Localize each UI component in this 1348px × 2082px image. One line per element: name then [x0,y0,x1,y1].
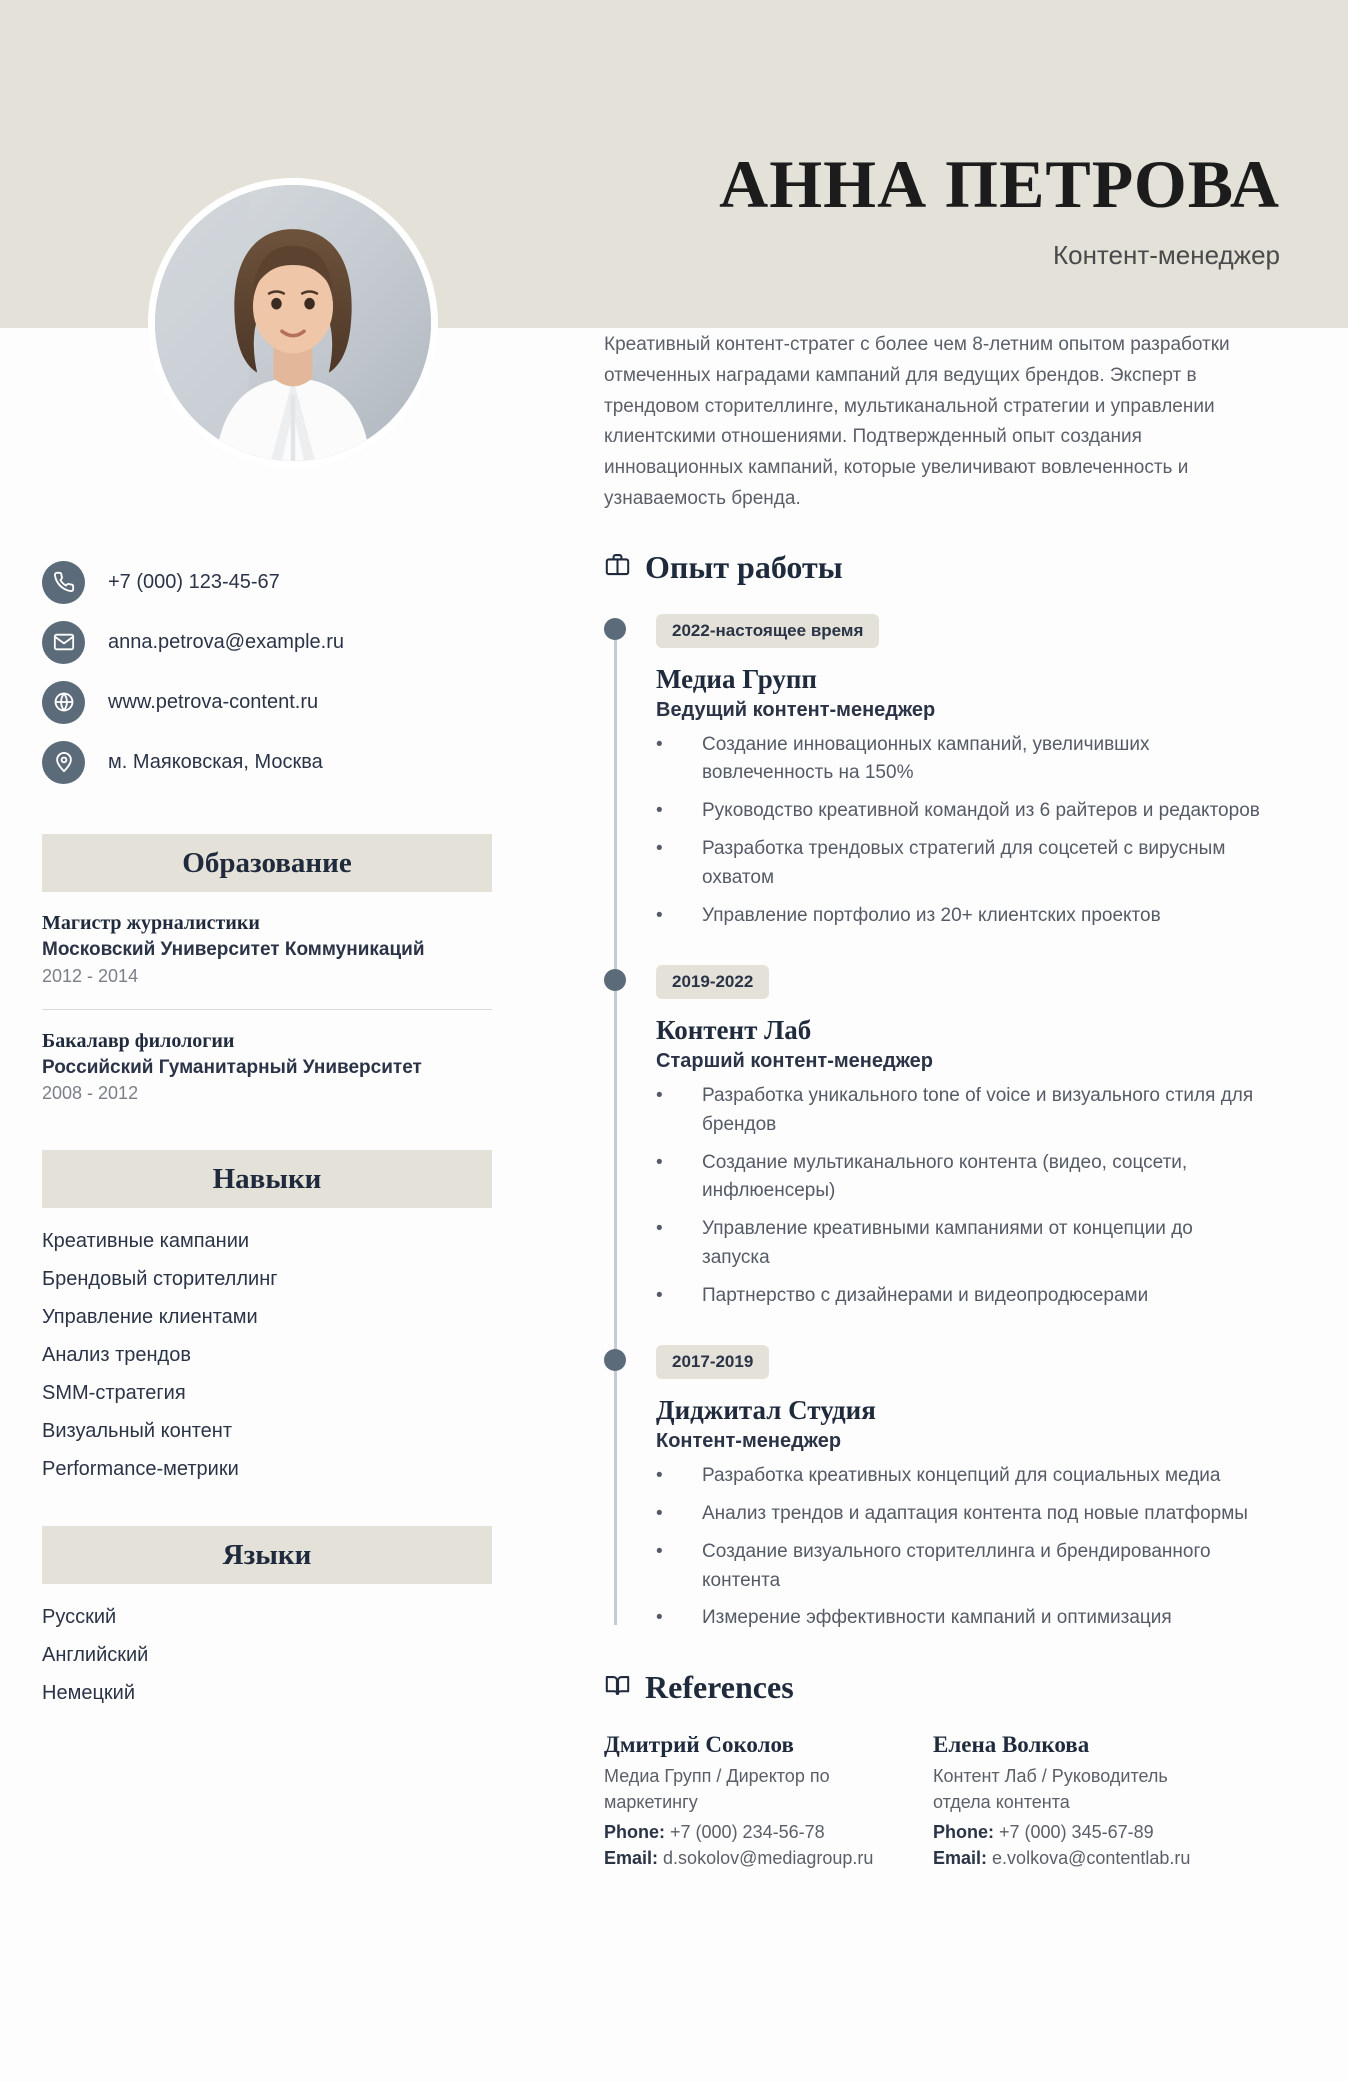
education-school: Московский Университет Коммуникаций [42,939,425,960]
bullet-dot-icon: • [656,1540,663,1562]
bullet-text: Руководство креативной командой из 6 райтеров и редакторов [702,800,1260,822]
spacer [42,1488,492,1526]
bullet-dot-icon: • [656,1607,663,1629]
contact-item-phone[interactable] [42,552,492,612]
list-item: SMM-стратегия [42,1382,186,1405]
references-grid [604,1732,1264,1870]
sidebar [42,552,492,1712]
bullet-text: Управление креативными кампаниями от концепции до запуска [702,1218,1193,1269]
reference-email-value: e.volkova@contentlab.ru [992,1847,1191,1868]
bullet-text: Создание инновационных кампаний, увеличивших вовлеченность на 150% [702,733,1150,784]
list-item [656,1538,1264,1596]
list-item: Performance-метрики [42,1458,239,1481]
experience-role: Старший контент-менеджер [656,1049,933,1072]
reference-phone [604,1819,899,1845]
email-label: Email: [933,1847,988,1868]
main-content [604,330,1264,1871]
skills-section [42,1150,492,1488]
avatar-illustration [155,185,431,461]
experience-company: Медиа Групп [656,663,817,694]
experience-title: Опыт работы [645,548,843,585]
experience-role: Контент-менеджер [656,1429,842,1452]
bullet-text: Анализ трендов и адаптация контента под новые платформы [702,1502,1248,1524]
open-book-icon [604,1672,631,1704]
list-item [656,1500,1264,1529]
reference-phone-value: +7 (000) 345-67-89 [999,1821,1154,1842]
list-item: Визуальный контент [42,1420,232,1443]
education-years: 2012 - 2014 [42,965,139,986]
list-item [656,1462,1264,1491]
list-item: Управление клиентами [42,1306,258,1329]
education-degree: Бакалавр филологии [42,1029,235,1052]
contact-item-email[interactable] [42,612,492,672]
bullet-dot-icon: • [656,1084,663,1106]
list-item: Английский [42,1644,149,1667]
education-entry [42,1009,492,1113]
education-school: Российский Гуманитарный Университет [42,1056,422,1078]
bullet-dot-icon: • [656,1502,663,1524]
languages-list [42,1598,492,1712]
list-item [656,1149,1264,1207]
reference-name: Дмитрий Соколов [604,1732,794,1758]
list-item [656,1082,1264,1140]
references-section-header [604,1669,1264,1706]
experience-entry [656,1345,1264,1639]
header-text [540,146,1280,271]
bullet-dot-icon: • [656,733,663,755]
list-item: Немецкий [42,1682,135,1705]
education-section-header [42,834,492,892]
status-badge: 2019-2022 [656,965,769,999]
list-item: Анализ трендов [42,1344,191,1367]
bullet-dot-icon: • [656,1464,663,1486]
education-section [42,834,492,1112]
list-item: Креативные кампании [42,1230,250,1253]
globe-icon [42,681,85,724]
education-degree: Магистр журналистики [42,912,260,934]
reference-email-value: d.sokolov@mediagroup.ru [663,1847,874,1868]
languages-section [42,1526,492,1712]
briefcase-icon [604,551,631,583]
envelope-icon [42,621,85,664]
bullet-dot-icon: • [656,1218,663,1240]
experience-company: Диджитал Студия [656,1394,876,1425]
contact-item-website[interactable] [42,672,492,732]
reference-phone [933,1819,1228,1845]
timeline-dot-icon [604,1349,626,1371]
location-pin-icon [42,741,85,784]
reference-email [933,1845,1228,1871]
list-item [656,731,1264,789]
contact-list [42,552,492,792]
bullet-text: Измерение эффективности кампаний и оптимизация [702,1607,1172,1629]
phone-label: Phone: [604,1821,665,1842]
experience-bullets [656,1082,1264,1311]
bullet-text: Создание мультиканального контента (видео, соцсети, инфлюенсеры) [702,1151,1188,1202]
experience-bullets [656,1462,1264,1633]
bullet-text: Разработка уникального tone of voice и визуального стиля для брендов [702,1084,1254,1135]
reference-name: Елена Волкова [933,1732,1090,1758]
timeline-dot-icon [604,969,626,991]
skills-title: Навыки [212,1162,322,1195]
timeline-dot-icon [604,618,626,640]
education-years: 2008 - 2012 [42,1083,139,1104]
bullet-text: Создание визуального сторителлинга и брендированного контента [702,1540,1211,1591]
bullet-text: Партнерство с дизайнерами и видеопродюсерами [702,1285,1149,1307]
reference-card [604,1732,899,1870]
reference-email [604,1845,899,1871]
bullet-text: Управление портфолио из 20+ клиентских проектов [702,904,1161,926]
experience-entry [656,965,1264,1345]
profile-summary: Креативный контент-стратег с более чем 8-летним опытом разработки отмеченных наградами кампаний для ведущих брендов. Эксперт в трендовом сторителлинге, мультиканальной стратегии и управлении клиентскими отношениями. Подтвержденный опыт создания инновационных кампаний, которые увеличивают вовлеченность и узнаваемость бренда. [604,334,1230,509]
bullet-dot-icon: • [656,800,663,822]
reference-position: Контент Лаб / Руководитель отдела контента [933,1766,1168,1813]
skills-list [42,1222,492,1488]
contact-email-value: anna.petrova@example.ru [108,630,344,653]
list-item [656,902,1264,931]
avatar-image [155,185,431,461]
education-entry [42,906,492,995]
contact-phone-value: +7 (000) 123-45-67 [108,570,280,593]
contact-item-location[interactable] [42,732,492,792]
reference-card [933,1732,1228,1870]
status-badge: 2022-настоящее время [656,614,879,648]
languages-title: Языки [222,1538,312,1571]
reference-position: Медиа Групп / Директор по маркетингу [604,1766,830,1813]
experience-timeline [604,614,1264,1640]
bullet-dot-icon: • [656,904,663,926]
contact-location-value: м. Маяковская, Москва [108,750,323,773]
page-title: АННА ПЕТРОВА [719,146,1280,222]
bullet-text: Разработка креативных концепций для социальных медиа [702,1464,1221,1486]
bullet-text: Разработка трендовых стратегий для соцсетей с вирусным охватом [702,838,1226,889]
experience-section-header [604,549,1264,586]
phone-icon [42,561,85,604]
list-item [656,1282,1264,1311]
languages-section-header [42,1526,492,1584]
experience-entry [656,614,1264,965]
job-subtitle: Контент-менеджер [1052,240,1280,270]
contact-website-value: www.petrova-content.ru [108,690,319,713]
phone-label: Phone: [933,1821,994,1842]
bullet-dot-icon: • [656,838,663,860]
bullet-dot-icon: • [656,1151,663,1173]
skills-section-header [42,1150,492,1208]
list-item [656,1215,1264,1273]
bullet-dot-icon: • [656,1285,663,1307]
list-item [656,797,1264,826]
spacer [42,1112,492,1150]
list-item [656,1604,1264,1633]
list-item: Русский [42,1606,117,1629]
experience-role: Ведущий контент-менеджер [656,698,936,721]
reference-phone-value: +7 (000) 234-56-78 [670,1821,825,1842]
list-item: Брендовый сторителлинг [42,1268,278,1291]
status-badge: 2017-2019 [656,1345,769,1379]
list-item [656,835,1264,893]
education-title: Образование [182,846,352,879]
references-title: References [645,1669,794,1706]
experience-bullets [656,731,1264,931]
email-label: Email: [604,1847,659,1868]
avatar [148,178,438,468]
experience-company: Контент Лаб [656,1014,812,1045]
